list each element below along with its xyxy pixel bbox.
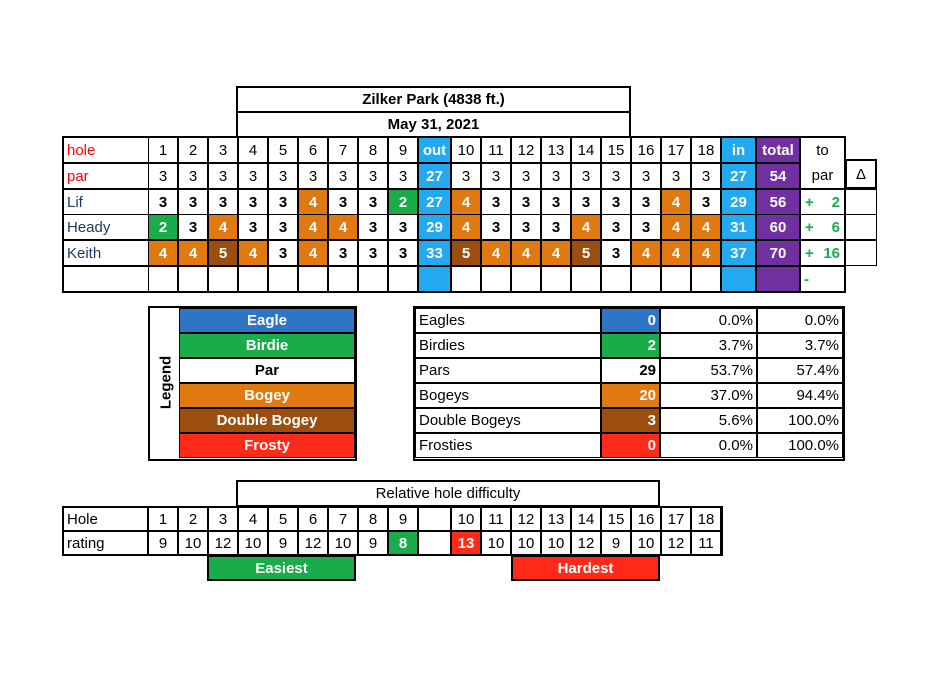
total-header: total (756, 137, 800, 163)
hole-number: 2 (178, 137, 208, 163)
difficulty-hole: 5 (268, 507, 298, 531)
difficulty-hole: 7 (328, 507, 358, 531)
stat-label: Eagles (415, 308, 601, 333)
empty-score (451, 266, 481, 292)
difficulty-hole: 2 (178, 507, 208, 531)
empty-score (298, 266, 328, 292)
difficulty-rating: 9 (268, 531, 298, 555)
score-cell: 3 (148, 189, 178, 215)
par-value: 3 (388, 163, 418, 189)
player-in: 29 (721, 189, 756, 215)
score-cell: 4 (298, 189, 328, 215)
score-cell: 4 (481, 240, 511, 266)
score-cell: 3 (178, 189, 208, 215)
score-cell: 3 (358, 189, 388, 215)
legend-item-bogey: Bogey (179, 383, 355, 408)
difficulty-rating: 9 (148, 531, 178, 555)
player-name: Lif (63, 189, 149, 215)
difficulty-title-box (236, 480, 660, 507)
empty-score (178, 266, 208, 292)
difficulty-gap (418, 507, 451, 531)
score-cell: 3 (238, 214, 268, 240)
score-cell: 3 (358, 214, 388, 240)
difficulty-hole: 11 (481, 507, 511, 531)
stat-cumulative: 57.4% (757, 358, 843, 383)
scorecard-border (62, 136, 846, 293)
difficulty-rating: 10 (631, 531, 661, 555)
hardest-label: Hardest (511, 555, 660, 581)
hole-number: 4 (238, 137, 268, 163)
score-cell: 5 (571, 240, 601, 266)
to-par-value: 6 (831, 218, 840, 236)
stat-percent: 3.7% (660, 333, 757, 358)
course-name-header (236, 86, 631, 113)
round-date: May 31, 2021 (387, 116, 480, 133)
score-cell: 3 (328, 240, 358, 266)
score-cell: 4 (208, 214, 238, 240)
difficulty-hole: 17 (661, 507, 691, 531)
difficulty-hole: 3 (208, 507, 238, 531)
empty-score (691, 266, 721, 292)
score-cell: 3 (238, 189, 268, 215)
stat-label: Bogeys (415, 383, 601, 408)
hole-number: 3 (208, 137, 238, 163)
empty-name (63, 266, 149, 292)
difficulty-rating: 10 (328, 531, 358, 555)
empty-score (511, 266, 541, 292)
player-to-par (800, 189, 845, 215)
score-cell: 3 (268, 189, 298, 215)
score-cell: 3 (511, 214, 541, 240)
hole-number: 6 (298, 137, 328, 163)
score-cell: 4 (691, 240, 721, 266)
difficulty-rating-label: rating (63, 531, 148, 555)
empty-score (601, 266, 631, 292)
stat-count: 3 (601, 408, 660, 433)
hole-number: 7 (328, 137, 358, 163)
easiest-label: Easiest (207, 555, 356, 581)
score-cell: 3 (268, 214, 298, 240)
difficulty-rating: 9 (601, 531, 631, 555)
stat-cumulative: 0.0% (757, 308, 843, 333)
course-name: Zilker Park (4838 ft.) (362, 91, 505, 108)
difficulty-hole: 10 (451, 507, 481, 531)
hole-number: 5 (268, 137, 298, 163)
stat-percent: 0.0% (660, 308, 757, 333)
hole-number: 12 (511, 137, 541, 163)
to-par-header-top: to (800, 137, 845, 163)
score-cell: 3 (601, 240, 631, 266)
empty-score (268, 266, 298, 292)
difficulty-rating: 10 (511, 531, 541, 555)
score-cell: 3 (388, 214, 418, 240)
score-cell: 4 (541, 240, 571, 266)
score-cell: 2 (388, 189, 418, 215)
score-cell: 3 (631, 189, 661, 215)
difficulty-hole: 6 (298, 507, 328, 531)
to-par-sign: + (805, 193, 814, 211)
score-cell: 4 (631, 240, 661, 266)
hole-number: 13 (541, 137, 571, 163)
stat-percent: 5.6% (660, 408, 757, 433)
legend-item-birdie: Birdie (179, 333, 355, 358)
score-cell: 5 (451, 240, 481, 266)
stat-count: 0 (601, 433, 660, 458)
empty-score (388, 266, 418, 292)
score-cell: 4 (661, 189, 691, 215)
hole-number: 9 (388, 137, 418, 163)
score-cell: 3 (601, 214, 631, 240)
par-value: 3 (238, 163, 268, 189)
difficulty-hole: 4 (238, 507, 268, 531)
hole-number: 17 (661, 137, 691, 163)
out-header: out (418, 137, 451, 163)
empty-score (328, 266, 358, 292)
date-header (236, 111, 631, 138)
player-total: 60 (756, 214, 800, 240)
par-value: 3 (178, 163, 208, 189)
empty-total (756, 266, 800, 292)
score-cell: 3 (541, 214, 571, 240)
par-total: 54 (756, 163, 800, 189)
difficulty-hole: 8 (358, 507, 388, 531)
score-cell: 3 (631, 214, 661, 240)
player-to-par (800, 240, 845, 266)
par-value: 3 (208, 163, 238, 189)
stat-count: 2 (601, 333, 660, 358)
difficulty-gap (418, 531, 451, 555)
empty-score (481, 266, 511, 292)
legend-item-par: Par (179, 358, 355, 383)
to-par-value: 16 (823, 244, 840, 262)
difficulty-rating: 10 (481, 531, 511, 555)
empty-score (541, 266, 571, 292)
score-cell: 3 (208, 189, 238, 215)
difficulty-rating: 12 (208, 531, 238, 555)
to-par-sign: + (805, 218, 814, 236)
hole-number: 1 (148, 137, 178, 163)
hole-number: 18 (691, 137, 721, 163)
difficulty-hole: 12 (511, 507, 541, 531)
legend-item-eagle: Eagle (179, 308, 355, 333)
player-delta (845, 189, 877, 215)
hole-row-label: hole (63, 137, 149, 163)
player-delta (845, 214, 877, 240)
legend-item-frosty: Frosty (179, 433, 355, 458)
score-cell: 3 (481, 189, 511, 215)
legend-title: Legend (157, 355, 175, 410)
empty-score (631, 266, 661, 292)
stat-label: Frosties (415, 433, 601, 458)
empty-out (418, 266, 451, 292)
empty-score (571, 266, 601, 292)
stat-cumulative: 100.0% (757, 408, 843, 433)
score-cell: 4 (148, 240, 178, 266)
score-cell: 4 (661, 240, 691, 266)
score-cell: 4 (298, 214, 328, 240)
difficulty-rating: 13 (451, 531, 481, 555)
difficulty-hole-label: Hole (63, 507, 148, 531)
hole-number: 14 (571, 137, 601, 163)
player-total: 56 (756, 189, 800, 215)
difficulty-hole: 15 (601, 507, 631, 531)
stat-cumulative: 100.0% (757, 433, 843, 458)
difficulty-rating: 10 (178, 531, 208, 555)
score-cell: 4 (691, 214, 721, 240)
score-cell: 3 (388, 240, 418, 266)
stat-label: Pars (415, 358, 601, 383)
in-header: in (721, 137, 756, 163)
stat-cumulative: 94.4% (757, 383, 843, 408)
player-name: Keith (63, 240, 149, 266)
difficulty-rating: 9 (358, 531, 388, 555)
score-cell: 3 (691, 189, 721, 215)
score-cell: 4 (298, 240, 328, 266)
empty-score (208, 266, 238, 292)
player-name: Heady (63, 214, 149, 240)
stat-percent: 37.0% (660, 383, 757, 408)
par-value: 3 (601, 163, 631, 189)
empty-in (721, 266, 756, 292)
par-value: 3 (691, 163, 721, 189)
score-cell: 4 (238, 240, 268, 266)
par-out: 27 (418, 163, 451, 189)
empty-score (148, 266, 178, 292)
player-out: 27 (418, 189, 451, 215)
par-value: 3 (541, 163, 571, 189)
to-par-sign: + (805, 244, 814, 262)
difficulty-hole: 14 (571, 507, 601, 531)
score-cell: 4 (451, 189, 481, 215)
par-value: 3 (451, 163, 481, 189)
score-cell: 4 (178, 240, 208, 266)
score-cell: 2 (148, 214, 178, 240)
stat-label: Double Bogeys (415, 408, 601, 433)
par-value: 3 (298, 163, 328, 189)
difficulty-rating: 10 (238, 531, 268, 555)
difficulty-hole: 1 (148, 507, 178, 531)
score-cell: 4 (661, 214, 691, 240)
hole-number: 11 (481, 137, 511, 163)
empty-to-par: - (800, 266, 845, 292)
hole-number: 8 (358, 137, 388, 163)
difficulty-rating: 8 (388, 531, 418, 555)
difficulty-rating: 10 (541, 531, 571, 555)
player-in: 31 (721, 214, 756, 240)
hole-number: 15 (601, 137, 631, 163)
difficulty-title: Relative hole difficulty (375, 485, 521, 502)
hole-number: 10 (451, 137, 481, 163)
empty-score (661, 266, 691, 292)
par-value: 3 (511, 163, 541, 189)
player-out: 29 (418, 214, 451, 240)
difficulty-rating: 12 (571, 531, 601, 555)
score-cell: 3 (571, 189, 601, 215)
difficulty-rating: 12 (661, 531, 691, 555)
stat-label: Birdies (415, 333, 601, 358)
par-in: 27 (721, 163, 756, 189)
difficulty-rating: 12 (298, 531, 328, 555)
par-row-label: par (63, 163, 149, 189)
player-out: 33 (418, 240, 451, 266)
to-par-value: 2 (831, 193, 840, 211)
stat-cumulative: 3.7% (757, 333, 843, 358)
par-value: 3 (148, 163, 178, 189)
score-cell: 3 (601, 189, 631, 215)
delta-header: Δ (845, 159, 877, 189)
par-value: 3 (481, 163, 511, 189)
score-cell: 4 (571, 214, 601, 240)
player-delta (845, 240, 877, 266)
stat-percent: 0.0% (660, 433, 757, 458)
stat-count: 0 (601, 308, 660, 333)
score-cell: 3 (178, 214, 208, 240)
score-cell: 4 (511, 240, 541, 266)
player-in: 37 (721, 240, 756, 266)
score-cell: 3 (328, 189, 358, 215)
to-par-header-bottom: par (800, 163, 845, 189)
legend-item-double_bogey: Double Bogey (179, 408, 355, 433)
difficulty-hole: 16 (631, 507, 661, 531)
par-value: 3 (268, 163, 298, 189)
difficulty-hole: 13 (541, 507, 571, 531)
par-value: 3 (328, 163, 358, 189)
difficulty-hole: 9 (388, 507, 418, 531)
score-cell: 3 (511, 189, 541, 215)
score-cell: 3 (481, 214, 511, 240)
empty-score (238, 266, 268, 292)
hole-number: 16 (631, 137, 661, 163)
par-value: 3 (571, 163, 601, 189)
score-cell: 4 (451, 214, 481, 240)
par-value: 3 (358, 163, 388, 189)
stat-count: 20 (601, 383, 660, 408)
par-value: 3 (631, 163, 661, 189)
stat-percent: 53.7% (660, 358, 757, 383)
score-cell: 5 (208, 240, 238, 266)
player-to-par (800, 214, 845, 240)
difficulty-rating: 11 (691, 531, 721, 555)
score-cell: 3 (541, 189, 571, 215)
score-cell: 3 (358, 240, 388, 266)
empty-score (358, 266, 388, 292)
player-total: 70 (756, 240, 800, 266)
stat-count: 29 (601, 358, 660, 383)
difficulty-hole: 18 (691, 507, 721, 531)
score-cell: 4 (328, 214, 358, 240)
score-cell: 3 (268, 240, 298, 266)
par-value: 3 (661, 163, 691, 189)
